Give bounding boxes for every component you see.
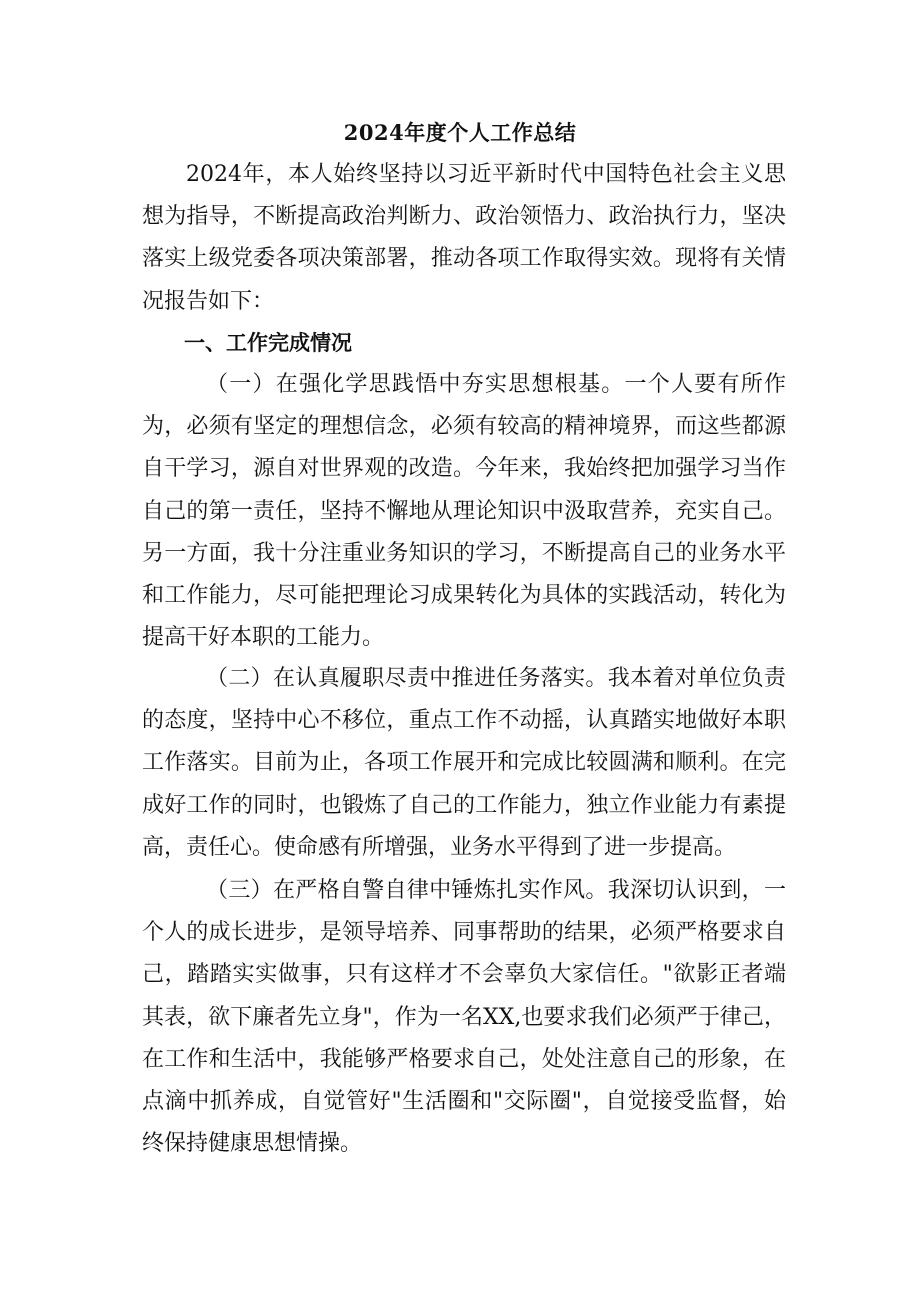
section-heading: 一、工作完成情况 — [184, 330, 352, 355]
paragraph-1: （一）在强化学思践悟中夯实思想根基。一个人要有所作为，必须有坚定的理想信念，必须有较高的精神境界，而这些都源自干学习，源自对世界观的改造。今年来，我始终把加强学习当作自己的第一责任，坚持不懈地从理论知识中汲取营养，充实自己。另一方面，我十分注重业务知识的学习，不断提高自己的业务水平和工作能力，尽可能把理论习成果转化为具体的实践活动，转化为提高干好本职的工能力。 — [142, 372, 786, 651]
document-title: 2024年度个人工作总结 — [343, 120, 577, 145]
paragraph-2: （二）在认真履职尽责中推进任务落实。我本着对单位负责的态度，坚持中心不移位，重点工作不动摇，认真踏实地做好本职工作落实。目前为止，各项工作展开和完成比较圆满和顺利。在完成好工作的同时，也锻炼了自己的工作能力，独立作业能力有素提高，责任心。使命感有所增强，业务水平得到了进一步提高。 — [142, 666, 786, 860]
paragraph-3: （三）在严格自警自律中锤炼扎实作风。我深切认识到，一个人的成长进步，是领导培养、同事帮助的结果，必须严格要求自己，踏踏实实做事，只有这样才不会辜负大家信任。"欲影正者端其表，欲下廉者先立身"，作为一名XX,也要求我们必须严于律己，在工作和生活中，我能够严格要求自己，处处注意自己的形象，在点滴中抓养成，自觉管好"生活圈和"交际圈"，自觉接受监督，始终保持健康思想情操。 — [142, 878, 786, 1157]
intro-paragraph: 2024年，本人始终坚持以习近平新时代中国特色社会主义思想为指导，不断提高政治判断力、政治领悟力、政治执行力，坚决落实上级党委各项决策部署，推动各项工作取得实效。现将有关情况报告如下： — [142, 162, 786, 314]
